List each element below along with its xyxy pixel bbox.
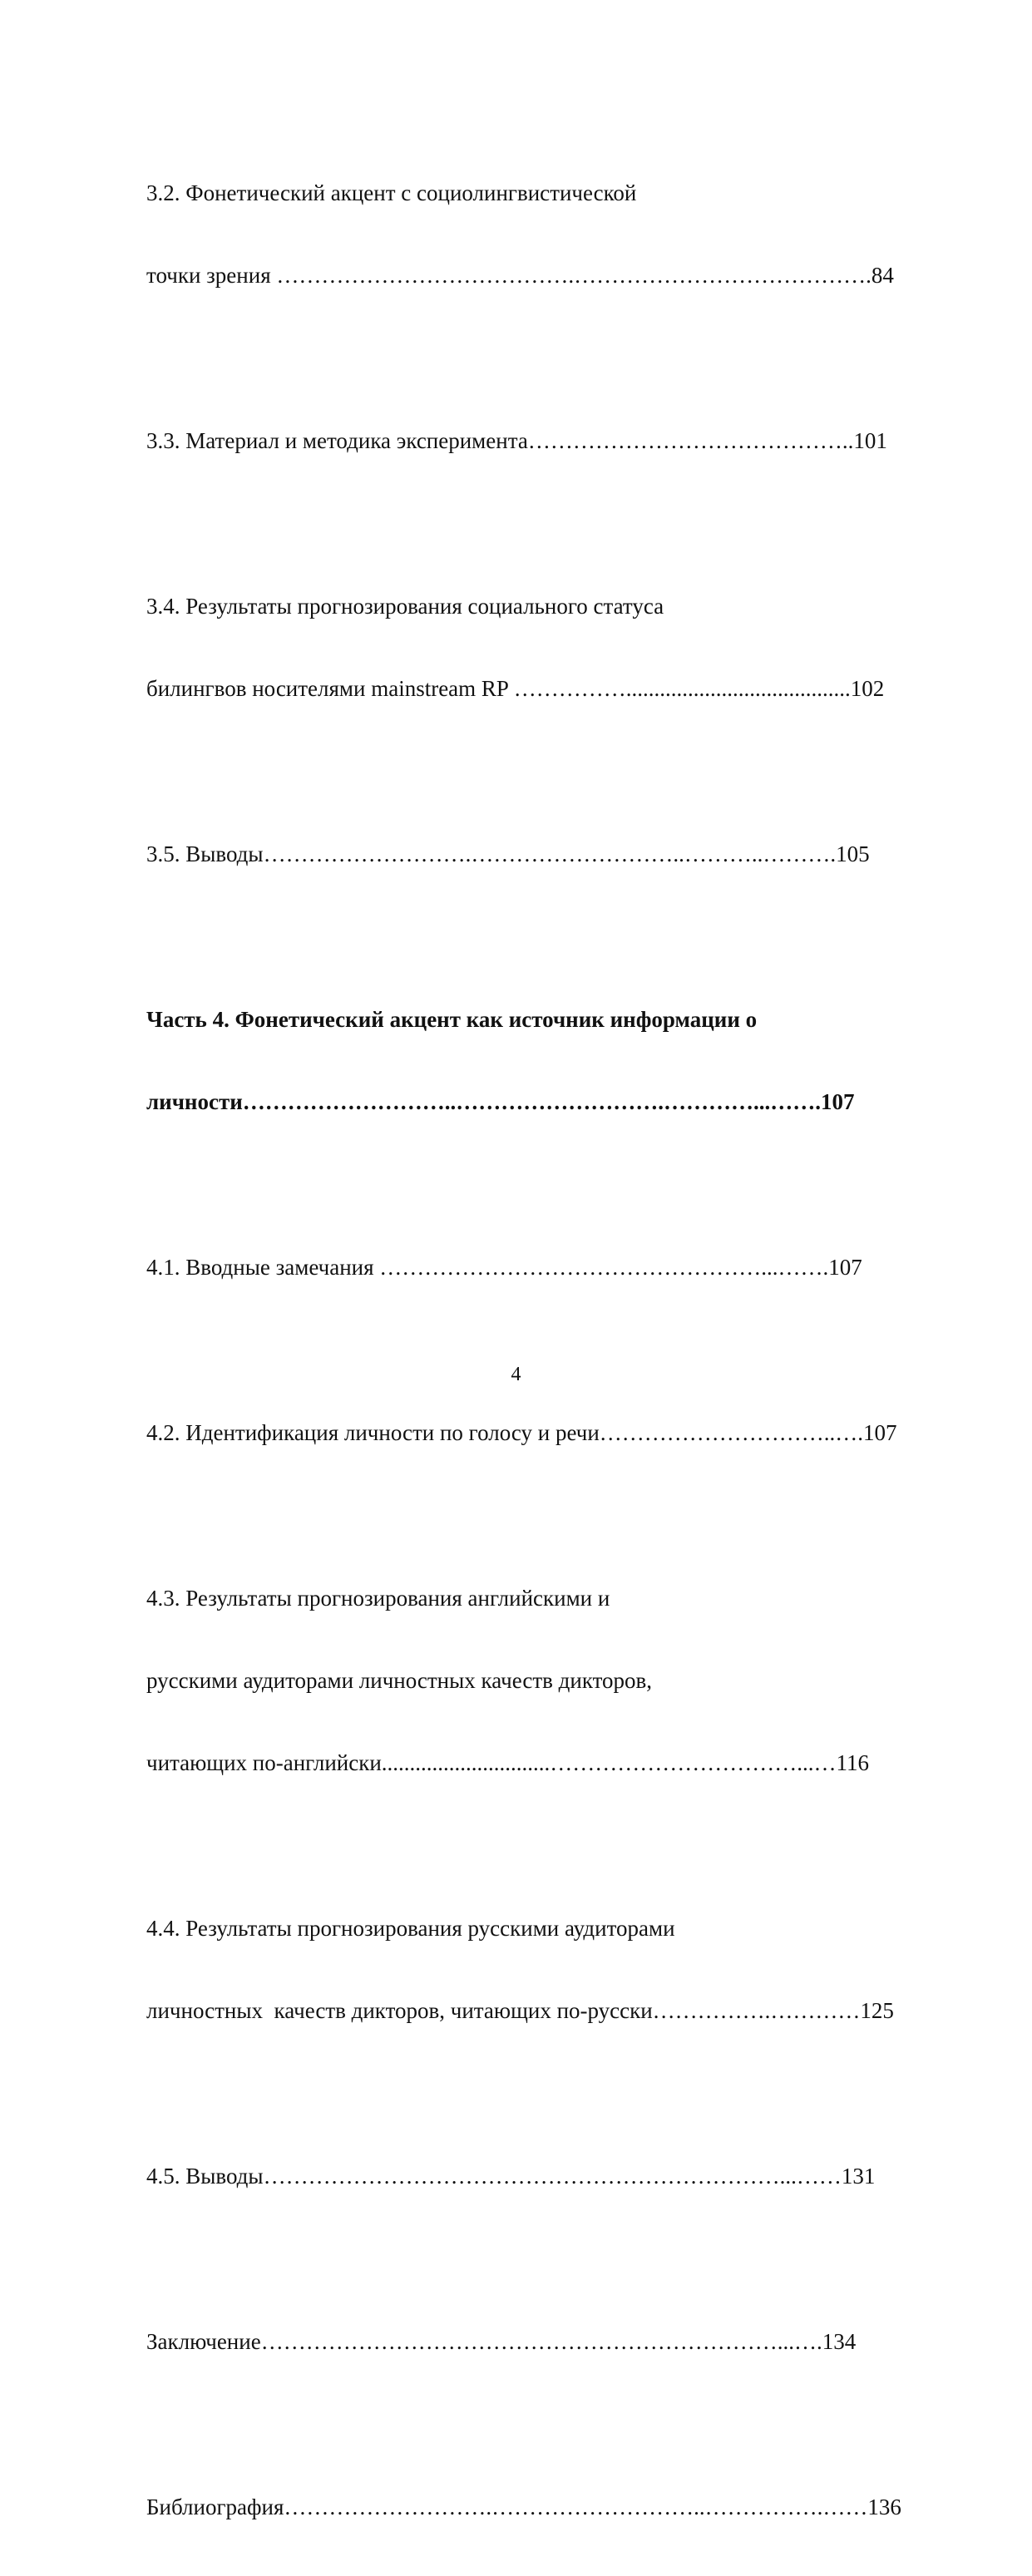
toc-entry-title-line: Часть 4. Фонетический акцент как источник информации о: [146, 1007, 758, 1032]
toc-entry-page-line: 4.5. Выводы……………………………………………………………...……131: [146, 2164, 876, 2189]
toc-entry-page-line: 3.3. Материал и методика эксперимента……………………………………..101: [146, 428, 887, 453]
toc-entry-page-line: Заключение……………………………………………………………...….134: [146, 2329, 857, 2354]
toc-entry-bibliography: [146, 2439, 961, 2576]
page-number: 4: [511, 1364, 521, 1385]
toc-entry-title-line: 4.4. Результаты прогнозирования русскими аудиторами: [146, 1916, 675, 1941]
toc-entry-page-line: билингвов носителями mainstream RP ……………........................................102: [146, 676, 885, 701]
toc-entry-title-line: 3.2. Фонетический акцент с социолингвистической: [146, 180, 637, 205]
toc-entry-page-line: 4.2. Идентификация личности по голосу и речи…………………………..….107: [146, 1420, 897, 1445]
toc-entry-page-line: 3.5. Выводы……………………….………………………..………..……….105: [146, 841, 870, 866]
toc-entry-title-line: 4.3. Результаты прогнозирования английскими и: [146, 1586, 610, 1611]
toc-entry-page-line: Библиография……………………….………………………..…………….……136: [146, 2495, 901, 2519]
toc-entry-page-line: точки зрения ………………………………….………………………………….84: [146, 263, 894, 288]
toc-entry-3-4: [146, 538, 961, 758]
toc-entry-4-4: [146, 1860, 961, 2080]
toc-entry-conclusion: [146, 2273, 961, 2411]
toc-entry-3-5: [146, 786, 961, 923]
toc-entry-page-line: 4.1. Вводные замечания ……………………………………………...…….107: [146, 1255, 862, 1280]
toc-entry-4-5: [146, 2108, 961, 2245]
toc-entry-page-line: личностных качеств дикторов, читающих по-русски…………….…………125: [146, 1998, 894, 2023]
toc-entry-4-3: [146, 1530, 961, 1832]
toc-entry-title-line: 3.4. Результаты прогнозирования социального статуса: [146, 594, 664, 619]
toc-entry-page-line: читающих по-английски..............................……………………………...…116: [146, 1750, 870, 1775]
toc-entry-title-line: русскими аудиторами личностных качеств дикторов,: [146, 1668, 653, 1693]
toc-entry-part-4: [146, 951, 961, 1171]
toc-entry-page-line: личности………………………..……………………….…………...…….107: [146, 1089, 855, 1114]
toc-entry-3-3: [146, 373, 961, 510]
toc-entry-4-1: [146, 1199, 961, 1336]
table-of-contents: [146, 125, 961, 2576]
toc-entry-3-2: [146, 125, 961, 344]
